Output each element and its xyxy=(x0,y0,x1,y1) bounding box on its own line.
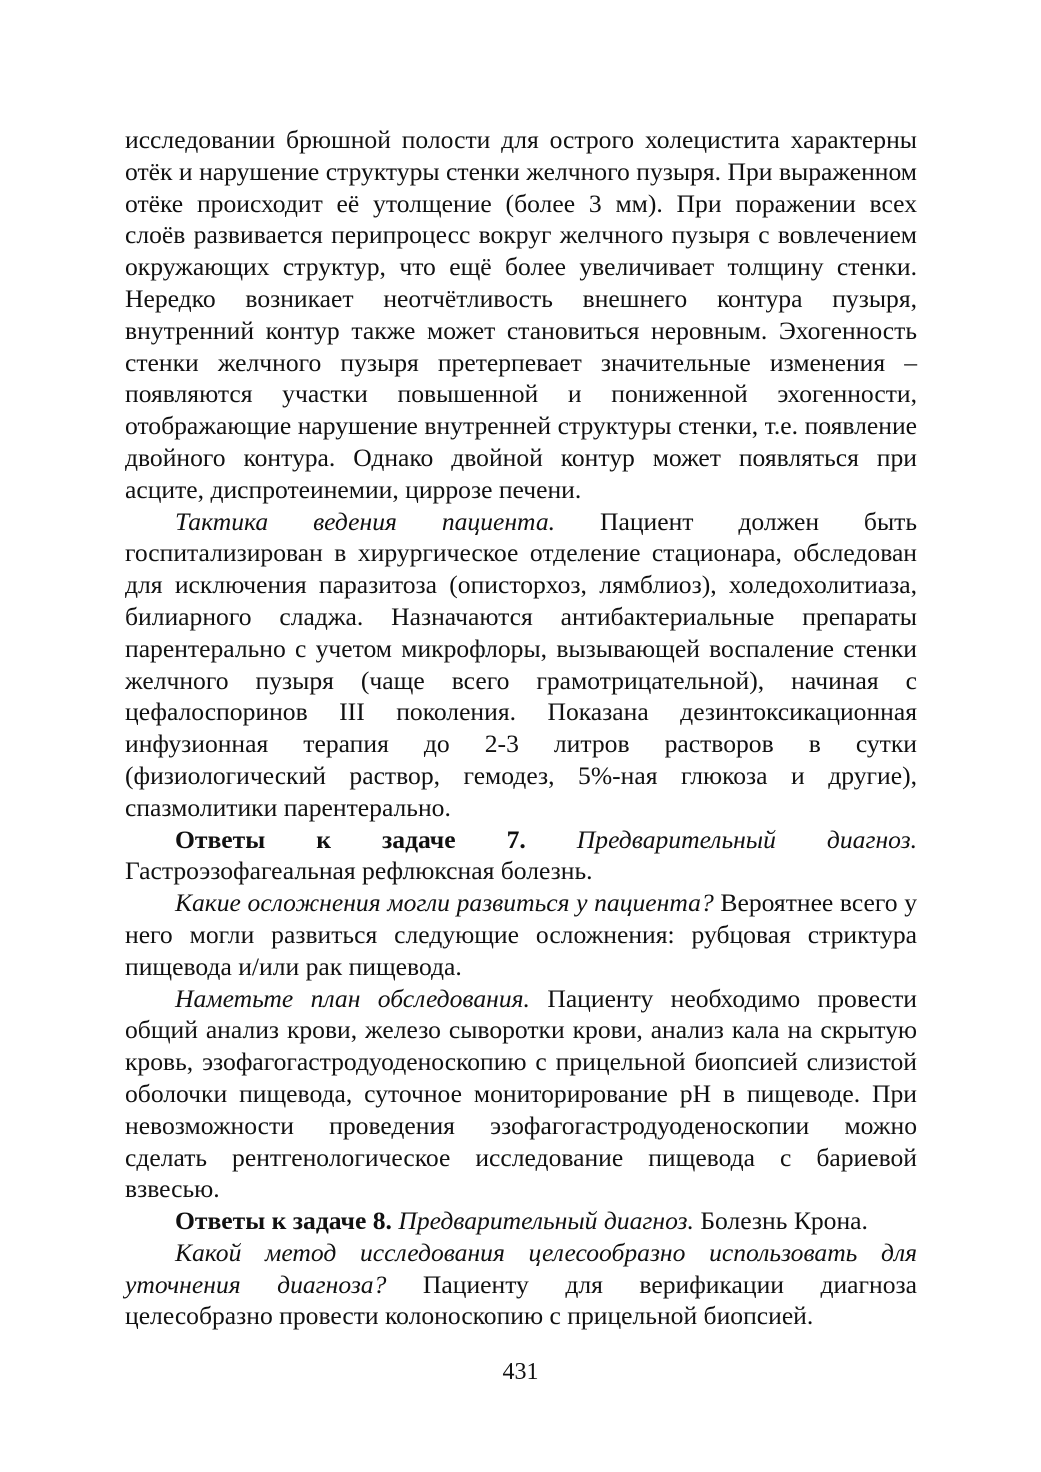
paragraph-lead-italic: Предварительный диагноз. xyxy=(525,824,917,854)
page-number: 431 xyxy=(502,1359,539,1385)
paragraph-task-7-complications xyxy=(125,887,917,982)
paragraph-lead-italic: Предварительный диагноз. xyxy=(391,1206,694,1236)
page-body xyxy=(125,124,917,1332)
paragraph-task-8-method xyxy=(125,1237,917,1332)
paragraph-task-7-diagnosis xyxy=(125,824,917,888)
paragraph-text: Болезнь Крона. xyxy=(693,1206,868,1236)
paragraph-text: Гастроэзофагеальная рефлюксная болезнь. xyxy=(125,856,593,886)
paragraph-text: Вероятнее всего у него могли развиться следующие осложнения: рубцовая стриктура пищевода и/или рак пищевода. xyxy=(125,888,917,981)
paragraph-patient-management xyxy=(125,506,917,824)
paragraph-lead-italic: Какой метод исследования целесообразно использовать для уточнения диагноза? xyxy=(125,1237,917,1299)
paragraph-lead-italic: Наметьте план обследования. xyxy=(175,983,530,1013)
paragraph-text: исследовании брюшной полости для острого холецистита характерны отёк и нарушение структуры стенки желчного пузыря. При выраженном отёке происходит её утолщение (более 3 мм). При поражении всех слоёв развивается перипроцесс вокруг желчного пузыря с вовлечением окружающих структур, что ещё более увеличивает толщину стенки. Нередко возникает неотчётливость внешнего контура пузыря, внутренний контур также может становиться неровным. Эхогенность стенки желчного пузыря претерпевает значительные изменения – появляются участки повышенной и пониженной эхогенности, отображающие нарушение внутренней структуры стенки, т.е. появление двойного контура. Однако двойной контур может появляться при асците, диспротеинемии, циррозе печени. xyxy=(125,125,917,504)
paragraph-task-7-exam-plan xyxy=(125,983,917,1206)
paragraph-lead-bold: Ответы к задаче 7. xyxy=(175,824,526,854)
paragraph-text: Пациенту для верификации диагноза целесобразно провести колоноскопию с прицельной биопсией. xyxy=(125,1269,918,1331)
paragraph-lead-italic: Тактика ведения пациента. xyxy=(175,506,556,536)
paragraph-ultrasound-findings xyxy=(125,124,917,506)
paragraph-task-8-diagnosis xyxy=(125,1205,917,1237)
paragraph-text: Пациенту необходимо провести общий анализ крови, железо сыворотки крови, анализ кала на скрытую кровь, эзофагогастродуоденоскопию с прицельной биопсией слизистой оболочки пищевода, суточное мониторирование pH в пищеводе. При невозможности проведения эзофагогастродуоденоскопии можно сделать рентгенологическое исследование пищевода с бариевой взвесью. xyxy=(125,983,918,1204)
paragraph-text: Пациент должен быть госпитализирован в хирургическое отделение стационара, обследован для исключения паразитоза (описторхоз, лямблиоз), холедохолитиаза, билиарного сладжа. Назначаются антибактериальные препараты парентерально с учетом микрофлоры, вызывающей воспаление стенки желчного пузыря (чаще всего грамотрицательной), начиная с цефалоспоринов III поколения. Показана дезинтоксикационная инфузионная терапия до 2-3 литров растворов в сутки (физиологический раствор, гемодез, 5%-ная глюкоза и другие), спазмолитики парентерально. xyxy=(125,506,918,822)
paragraph-lead-italic: Какие осложнения могли развиться у пациента? xyxy=(175,888,714,918)
paragraph-lead-bold: Ответы к задаче 8. xyxy=(175,1206,392,1236)
